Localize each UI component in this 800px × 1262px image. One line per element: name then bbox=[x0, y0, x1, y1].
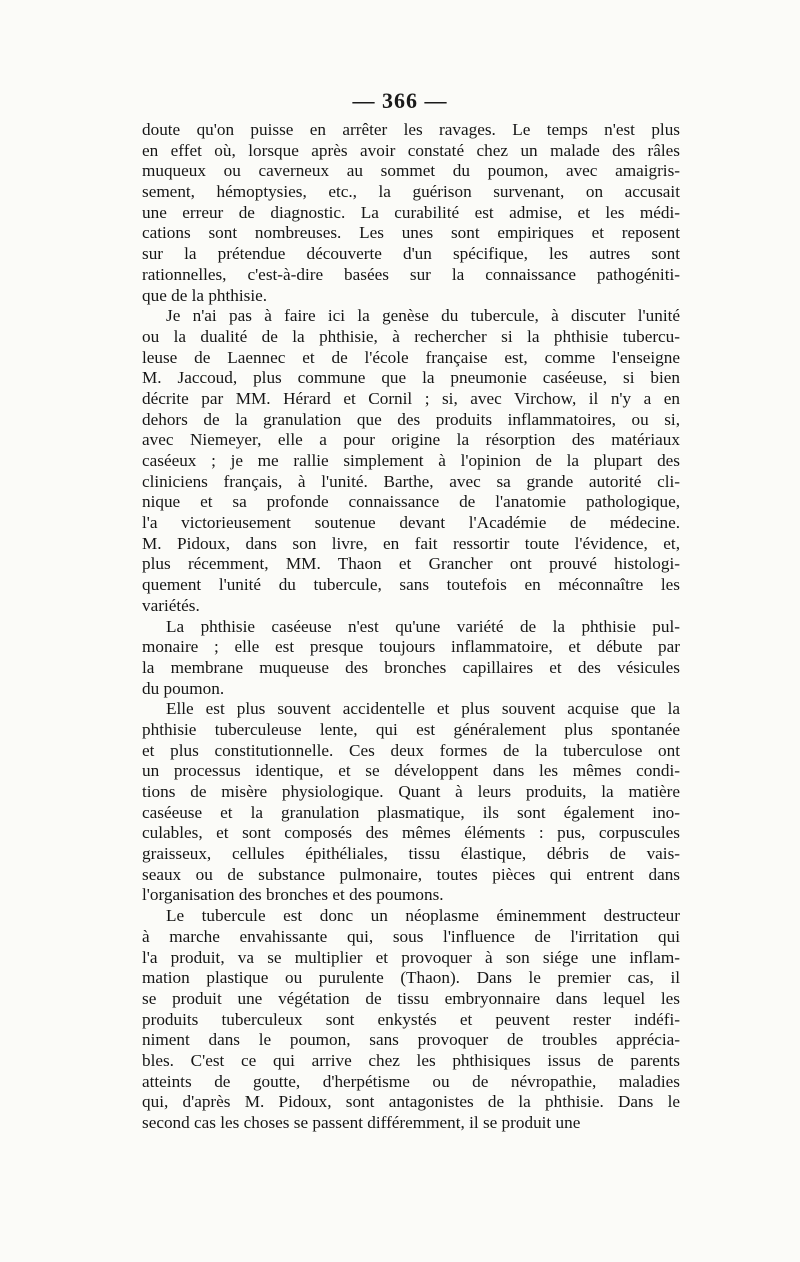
paragraph bbox=[142, 120, 680, 306]
text-line: Le tubercule est donc un néoplasme éminemment destructeur bbox=[166, 906, 680, 926]
paragraph bbox=[142, 617, 680, 700]
text-line: second cas les choses se passent différemment, il se produit une bbox=[142, 1113, 581, 1132]
text-line: mation plastique ou purulente (Thaon). Dans le premier cas, il bbox=[142, 968, 680, 988]
text-line: se produit une végétation de tissu embryonnaire dans lequel les bbox=[142, 988, 680, 1008]
text-line: phthisie tuberculeuse lente, qui est généralement plus spontanée bbox=[142, 719, 680, 739]
text-line: bles. C'est ce qui arrive chez les phthisiques issus de parents bbox=[142, 1050, 680, 1070]
text-line: et plus constitutionnelle. Ces deux formes de la tuberculose ont bbox=[142, 740, 680, 760]
text-line: un processus identique, et se développent dans les mêmes condi- bbox=[142, 761, 680, 781]
text-line: cations sont nombreuses. Les unes sont empiriques et reposent bbox=[142, 223, 680, 243]
paragraph bbox=[142, 306, 680, 616]
text-line: seaux ou de substance pulmonaire, toutes pièces qui entrent dans bbox=[142, 864, 680, 884]
text-line: cliniciens français, à l'unité. Barthe, avec sa grande autorité cli- bbox=[142, 471, 680, 491]
text-line: sement, hémoptysies, etc., la guérison survenant, on accusait bbox=[142, 182, 680, 202]
text-line: culables, et sont composés des mêmes éléments : pus, corpuscules bbox=[142, 823, 680, 843]
text-line: nique et sa profonde connaissance de l'anatomie pathologique, bbox=[142, 492, 680, 512]
text-line: avec Niemeyer, elle a pour origine la résorption des matériaux bbox=[142, 430, 680, 450]
text-line: l'a victorieusement soutenue devant l'Académie de médecine. bbox=[142, 513, 680, 533]
text-line: M. Pidoux, dans son livre, en fait ressortir toute l'évidence, et, bbox=[142, 533, 680, 553]
text-line: une erreur de diagnostic. La curabilité est admise, et les médi- bbox=[142, 202, 680, 222]
page-number: — 366 — bbox=[352, 88, 448, 113]
text-line: plus récemment, MM. Thaon et Grancher ont prouvé histologi- bbox=[142, 554, 680, 574]
text-line: caséeux ; je me rallie simplement à l'opinion de la plupart des bbox=[142, 451, 680, 470]
text-line: qui, d'après M. Pidoux, sont antagonistes de la phthisie. Dans le bbox=[142, 1092, 680, 1112]
text-line: ou la dualité de la phthisie, à rechercher si la phthisie tubercu- bbox=[142, 326, 680, 346]
text-line: à marche envahissante qui, sous l'influence de l'irritation qui bbox=[142, 926, 680, 946]
text-line: l'organisation des bronches et des poumons. bbox=[142, 885, 444, 905]
text-line: décrite par MM. Hérard et Cornil ; si, avec Virchow, il n'y a en bbox=[142, 388, 680, 408]
text-line: produits tuberculeux sont enkystés et peuvent rester indéfi- bbox=[142, 1009, 680, 1029]
text-line: graisseux, cellules épithéliales, tissu élastique, débris de vais- bbox=[142, 844, 680, 864]
text-line: Elle est plus souvent accidentelle et plus souvent acquise que la bbox=[166, 699, 680, 719]
text-line: leuse de Laennec et de l'école française est, comme l'enseigne bbox=[142, 347, 680, 367]
text-line: niment dans le poumon, sans provoquer de troubles apprécia- bbox=[142, 1030, 680, 1050]
text-line: variétés. bbox=[142, 595, 200, 615]
text-line: que de la phthisie. bbox=[142, 285, 268, 305]
text-line: La phthisie caséeuse n'est qu'une variété de la phthisie pul- bbox=[166, 616, 680, 636]
paragraph bbox=[142, 699, 680, 906]
text-line: l'a produit, va se multiplier et provoquer à son siége une inflam- bbox=[142, 947, 680, 967]
text-line: caséeuse et la granulation plasmatique, ils sont également ino- bbox=[142, 802, 680, 822]
text-line: rationnelles, c'est-à-dire basées sur la connaissance pathogéniti- bbox=[142, 264, 680, 284]
text-line: en effet où, lorsque après avoir constaté chez un malade des râles bbox=[142, 140, 680, 160]
text-line: quement l'unité du tubercule, sans toutefois en méconnaître les bbox=[142, 575, 680, 595]
text-line: tions de misère physiologique. Quant à leurs produits, la matière bbox=[142, 782, 680, 801]
text-line: atteints de goutte, d'herpétisme ou de névropathie, maladies bbox=[142, 1071, 680, 1091]
text-line: M. Jaccoud, plus commune que la pneumonie caséeuse, si bien bbox=[142, 368, 680, 388]
text-line: muqueux ou caverneux au sommet du poumon, avec amaigris- bbox=[142, 161, 680, 181]
text-line: sur la prétendue découverte d'un spécifique, les autres sont bbox=[142, 244, 680, 264]
text-line: Je n'ai pas à faire ici la genèse du tubercule, à discuter l'unité bbox=[166, 306, 680, 326]
text-line: doute qu'on puisse en arrêter les ravages. Le temps n'est plus bbox=[142, 120, 680, 139]
paragraph bbox=[142, 906, 680, 1134]
text-line: du poumon. bbox=[142, 678, 225, 698]
text-line: monaire ; elle est presque toujours inflammatoire, et débute par bbox=[142, 637, 680, 657]
body-text bbox=[142, 120, 680, 1134]
text-line: dehors de la granulation que des produits inflammatoires, ou si, bbox=[142, 409, 680, 429]
text-line: la membrane muqueuse des bronches capillaires et des vésicules bbox=[142, 657, 680, 677]
